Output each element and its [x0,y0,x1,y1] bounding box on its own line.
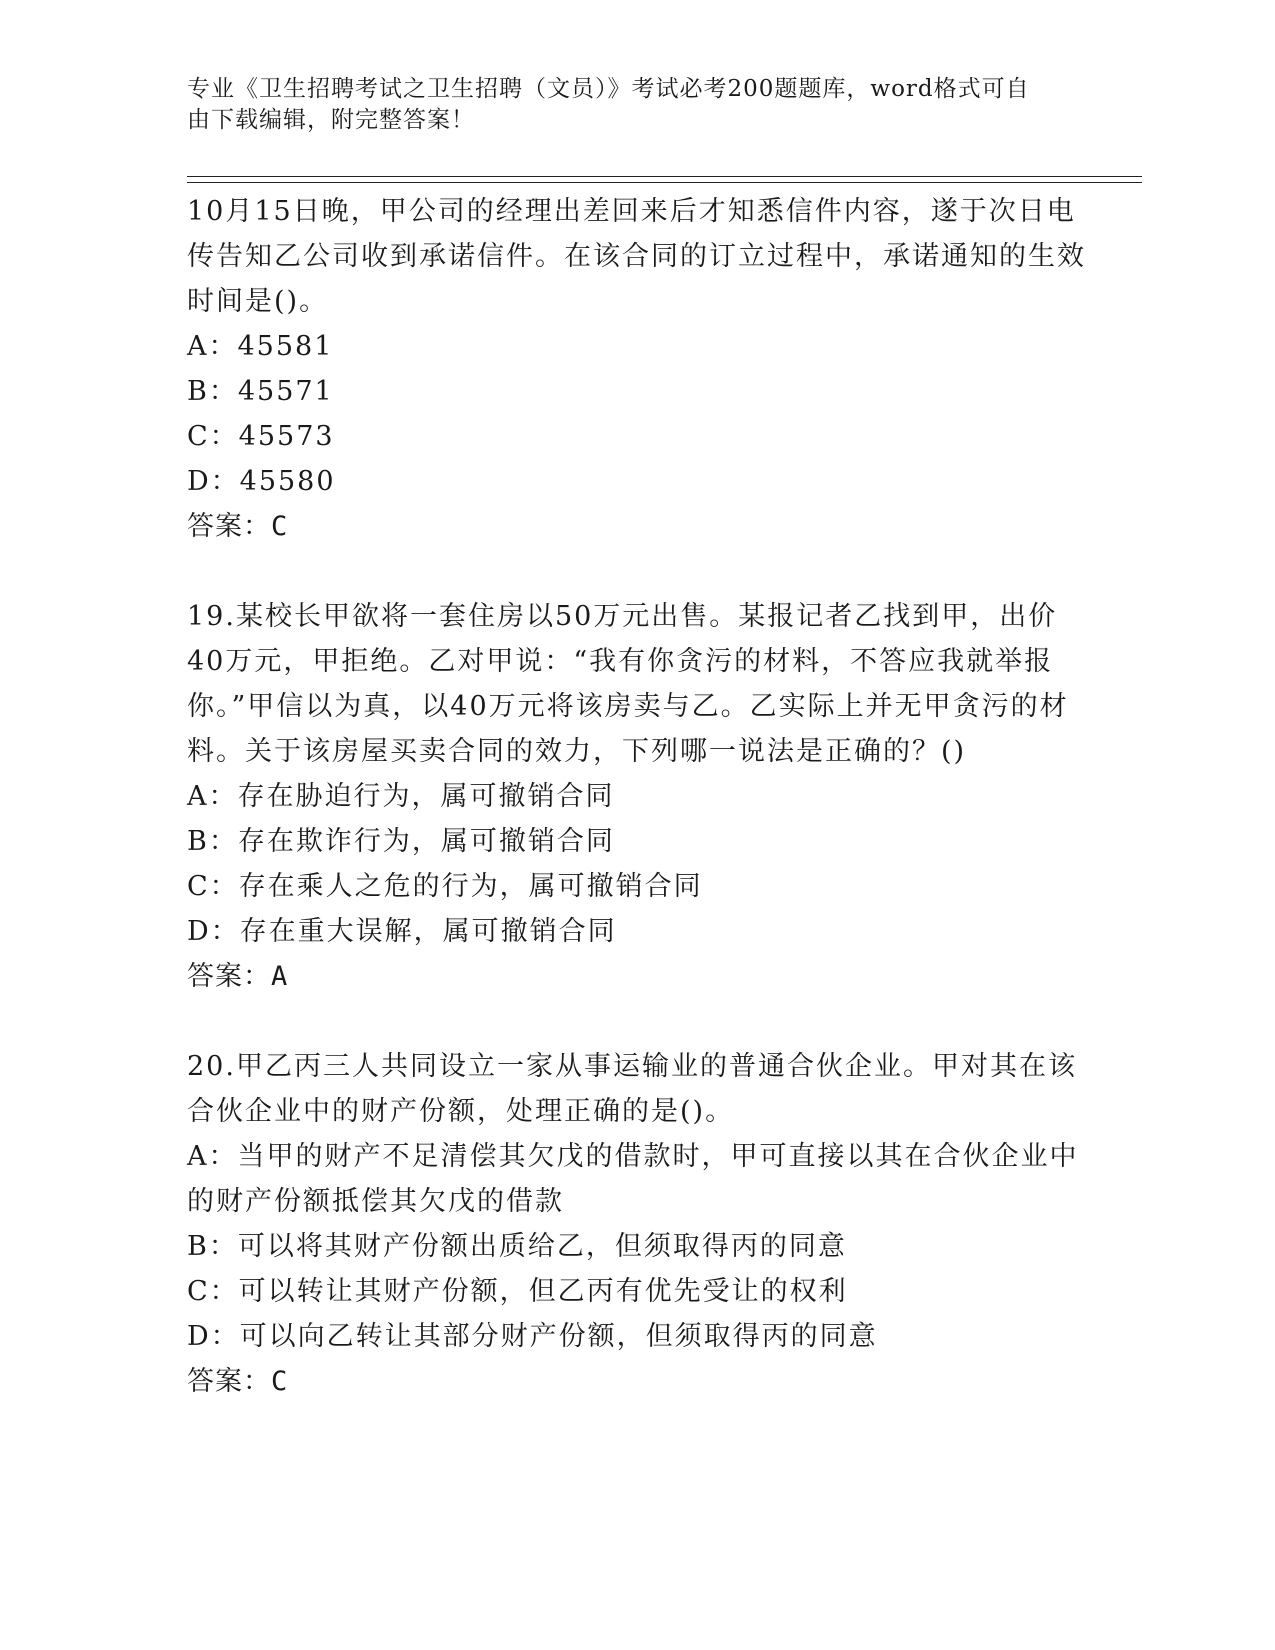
option-b: B：可以将其财产份额出质给乙，但须取得丙的同意 [187,1231,847,1262]
question-text: 10月15日晚，甲公司的经理出差回来后才知悉信件内容，遂于次日电传告知乙公司收到承诺信件。在该合同的订立过程中，承诺通知的生效时间是()。 [187,196,1086,317]
document-header [187,74,1067,136]
answer-value: A [271,961,289,992]
header-line-2: 由下载编辑，附完整答案！ [187,107,475,133]
question-text: 20.甲乙丙三人共同设立一家从事运输业的普通合伙企业。甲对其在该合伙企业中的财产份额，处理正确的是()。 [187,1051,1077,1127]
option-a: A：当甲的财产不足清偿其欠戊的借款时，甲可直接以其在合伙企业中的财产份额抵偿其欠戊的借款 [187,1141,1079,1217]
spacer [187,999,1087,1044]
answer-value: C [271,511,289,542]
question-block [187,1044,1087,1404]
answer-value: C [271,1366,289,1397]
answer-line [187,954,1087,999]
answer-line [187,504,1087,549]
option-c: C：存在乘人之危的行为，属可撤销合同 [187,871,703,902]
option-c: C：可以转让其财产份额，但乙丙有优先受让的权利 [187,1276,848,1307]
header-line-1: 专业《卫生招聘考试之卫生招聘（文员）》考试必考200题题库，word格式可自 [187,76,1030,102]
option-d: D：45580 [187,466,336,497]
option-c: C：45573 [187,421,335,452]
answer-label: 答案： [187,511,271,542]
answer-line [187,1359,1087,1404]
header-rule-bottom [187,182,1142,183]
spacer [187,549,1087,594]
option-b: B：存在欺诈行为，属可撤销合同 [187,826,615,857]
question-block [187,594,1087,999]
option-b: B：45571 [187,376,334,407]
header-rule-top [187,176,1142,177]
option-a: A：45581 [187,331,334,362]
option-d: D：存在重大误解，属可撤销合同 [187,916,617,947]
question-text: 19.某校长甲欲将一套住房以50万元出售。某报记者乙找到甲，出价40万元，甲拒绝。乙对甲说：“我有你贪污的材料，不答应我就举报你。”甲信以为真，以40万元将该房卖与乙。乙实际上并无甲贪污的材料。关于该房屋买卖合同的效力，下列哪一说法是正确的？() [187,601,1069,767]
answer-label: 答案： [187,961,271,992]
option-a: A：存在胁迫行为，属可撤销合同 [187,781,615,812]
option-d: D：可以向乙转让其部分财产份额，但须取得丙的同意 [187,1321,878,1352]
question-list [187,189,1087,1404]
answer-label: 答案： [187,1366,271,1397]
question-block [187,189,1087,549]
